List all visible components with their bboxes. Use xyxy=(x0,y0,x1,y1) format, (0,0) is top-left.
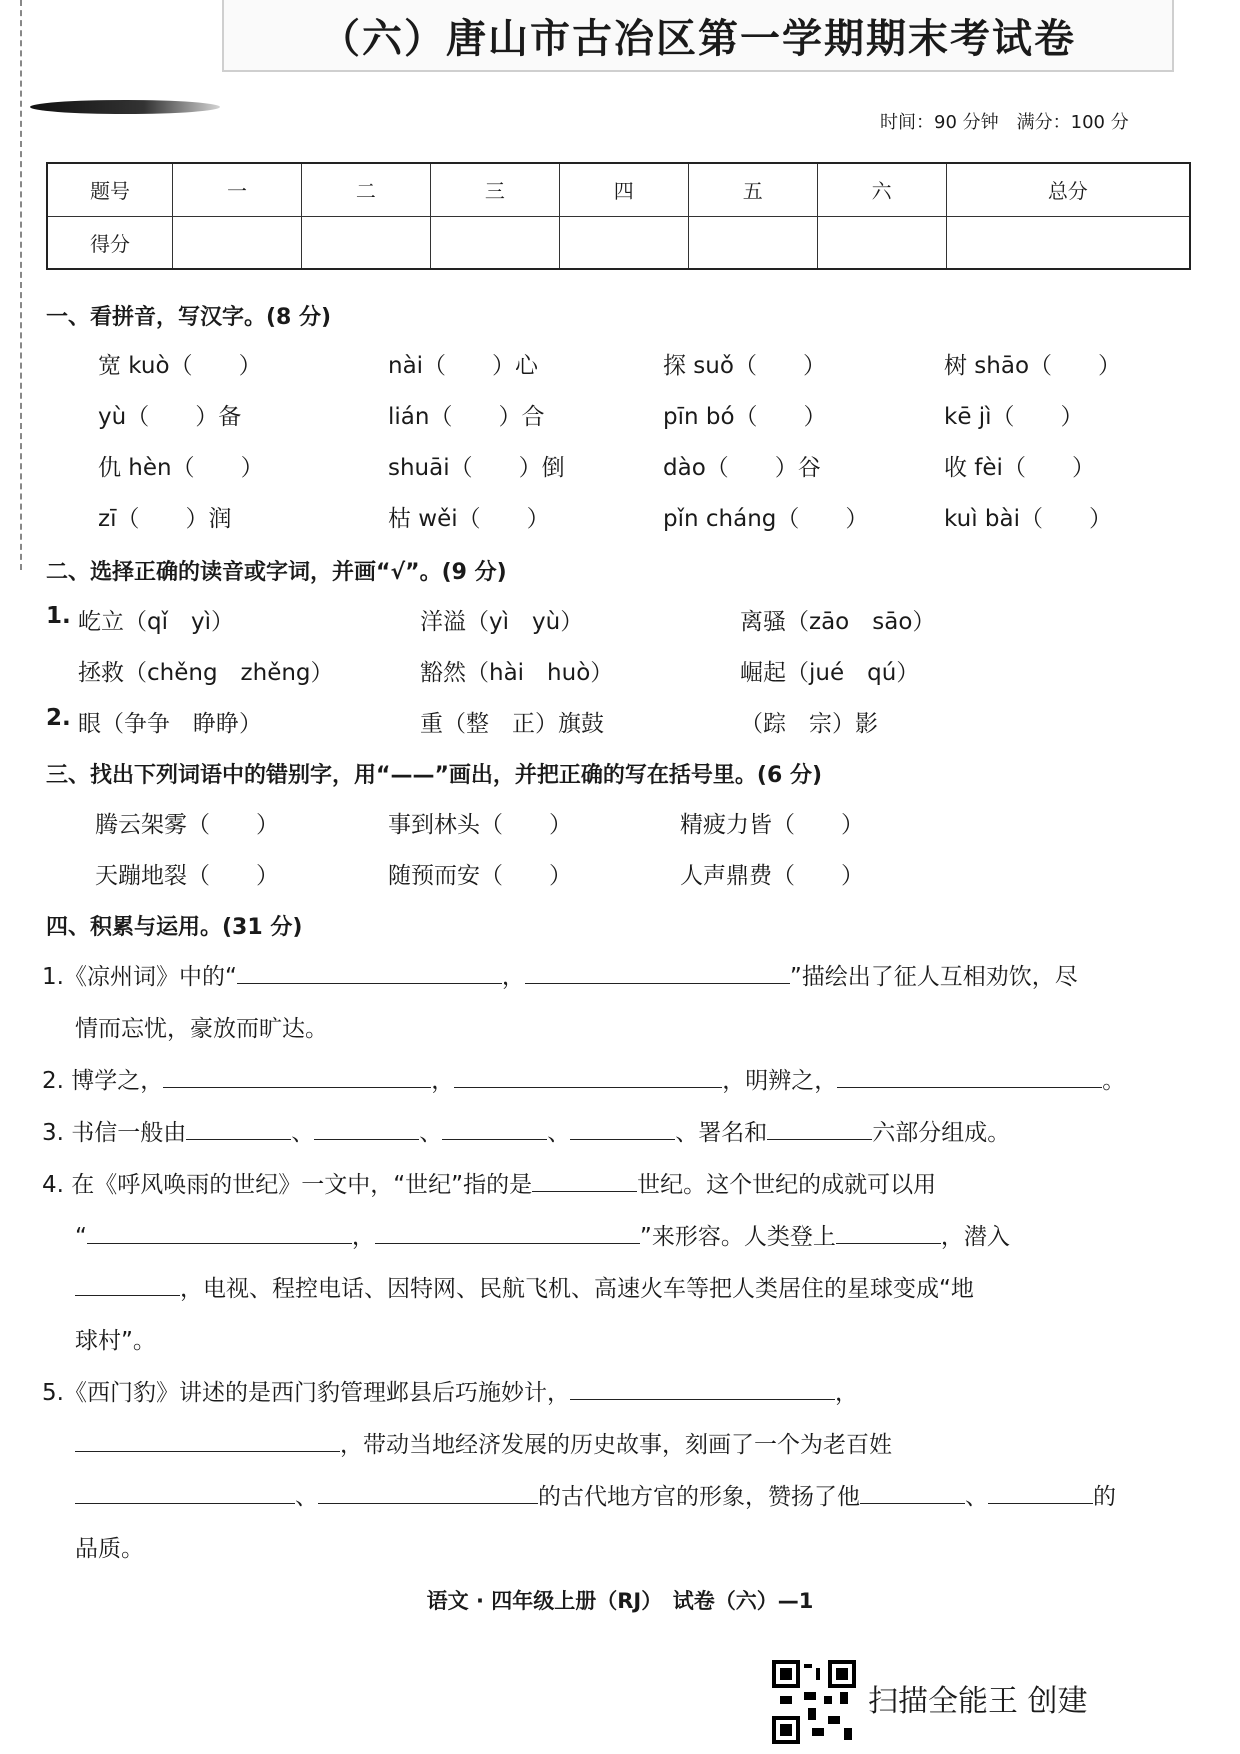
answer-blank[interactable] xyxy=(532,1167,637,1192)
answer-blank[interactable] xyxy=(860,1479,965,1504)
section-2-title: 二、选择正确的读音或字词，并画“√”。(9 分) xyxy=(46,560,507,585)
question-text: 4. 在《呼风唤雨的世纪》一文中，“世纪”指的是 xyxy=(42,1172,533,1198)
question-text: 的 xyxy=(1093,1484,1116,1510)
question-text: ，明辨之， xyxy=(722,1068,838,1094)
question-text: ，电视、程控电话、因特网、民航飞机、高速火车等把人类居住的星球变成“地 xyxy=(180,1276,974,1302)
pinyin-item: 收 fèi（ ） xyxy=(944,455,1095,481)
question-text: 、署名和 xyxy=(675,1120,768,1146)
question-4-4 xyxy=(42,1166,936,1199)
score-header-cell: 总分 xyxy=(946,163,1190,216)
pinyin-item: lián（ ）合 xyxy=(388,404,545,430)
word-choice: 重（整 正）旗鼓 xyxy=(420,711,604,737)
typo-item: 精疲力皆（ ） xyxy=(680,812,864,838)
question-text: 3. 书信一般由 xyxy=(42,1120,187,1146)
score-table-header-row xyxy=(47,163,1190,216)
pinyin-item: yù（ ）备 xyxy=(98,404,242,430)
question-text: 品质。 xyxy=(75,1536,144,1562)
pinyin-item: 宽 kuò（ ） xyxy=(98,353,262,379)
score-header-cell: 二 xyxy=(301,163,430,216)
answer-blank[interactable] xyxy=(318,1479,538,1504)
answer-blank[interactable] xyxy=(375,1219,640,1244)
question-number: 1. xyxy=(46,603,71,629)
pinyin-item: kē jì（ ） xyxy=(944,404,1084,430)
score-header-cell: 一 xyxy=(173,163,302,216)
section-1-title: 一、看拼音，写汉字。(8 分) xyxy=(46,305,332,330)
question-number: 2. xyxy=(46,705,71,731)
question-text: 、 xyxy=(547,1120,571,1146)
reading-choice: 洋溢（yì yù） xyxy=(420,609,584,635)
answer-blank[interactable] xyxy=(163,1063,431,1088)
score-table xyxy=(46,162,1191,270)
question-4-2 xyxy=(42,1062,1125,1095)
question-text: ”描绘出了征人互相劝饮，尽 xyxy=(789,964,1078,990)
pinyin-item: nài（ ）心 xyxy=(388,353,539,379)
score-cell[interactable] xyxy=(946,216,1190,269)
pinyin-item: zī（ ）润 xyxy=(98,506,232,532)
question-4-5-line3 xyxy=(75,1478,1116,1511)
pinyin-item: 树 shāo（ ） xyxy=(944,353,1122,379)
question-text: ， xyxy=(501,964,525,990)
pinyin-item: kuì bài（ ） xyxy=(944,506,1112,532)
question-text: ”来形容。人类登上 xyxy=(639,1224,836,1250)
question-text: 情而忘忧，豪放而旷达。 xyxy=(75,1016,328,1042)
typo-item: 事到林头（ ） xyxy=(388,812,572,838)
answer-blank[interactable] xyxy=(87,1219,352,1244)
question-text: 世纪。这个世纪的成就可以用 xyxy=(637,1172,937,1198)
score-cell[interactable] xyxy=(688,216,817,269)
answer-blank[interactable] xyxy=(314,1115,419,1140)
question-text: “ xyxy=(75,1224,87,1250)
question-text: 六部分组成。 xyxy=(872,1120,1011,1146)
score-cell[interactable] xyxy=(817,216,946,269)
pinyin-item: 探 suǒ（ ） xyxy=(663,353,826,379)
pinyin-item: 仇 hèn（ ） xyxy=(98,455,264,481)
question-text: 的古代地方官的形象，赞扬了他 xyxy=(538,1484,860,1510)
question-text: ， xyxy=(431,1068,455,1094)
page-footer: 语文 · 四年级上册（RJ） 试卷（六）—1 xyxy=(426,1589,814,1613)
typo-item: 随预而安（ ） xyxy=(388,863,572,889)
pinyin-item: pīn bó（ ） xyxy=(663,404,827,430)
pinyin-item: 枯 wěi（ ） xyxy=(388,506,550,532)
question-text: ，带动当地经济发展的历史故事，刻画了一个为老百姓 xyxy=(340,1432,892,1458)
question-4-5-line2 xyxy=(75,1426,892,1459)
word-choice: （踪 宗）影 xyxy=(740,711,878,737)
question-4-1 xyxy=(42,958,1078,991)
score-header-cell: 三 xyxy=(430,163,559,216)
answer-blank[interactable] xyxy=(988,1479,1093,1504)
section-3-title: 三、找出下列词语中的错别字，用“——”画出，并把正确的写在括号里。(6 分) xyxy=(46,763,822,788)
answer-blank[interactable] xyxy=(525,959,790,984)
score-header-cell: 四 xyxy=(559,163,688,216)
question-text: 2. 博学之， xyxy=(42,1068,164,1094)
question-text: 、 xyxy=(419,1120,443,1146)
question-text: ， xyxy=(834,1380,858,1406)
typo-item: 人声鼎费（ ） xyxy=(680,863,864,889)
pinyin-item: pǐn cháng（ ） xyxy=(663,506,869,532)
question-text: 1.《凉州词》中的“ xyxy=(42,964,237,990)
score-header-cell: 题号 xyxy=(47,163,173,216)
question-text: ，潜入 xyxy=(940,1224,1010,1250)
question-4-4-line3 xyxy=(75,1270,974,1303)
word-choice: 眼（争争 睁睁） xyxy=(78,711,262,737)
answer-blank[interactable] xyxy=(767,1115,872,1140)
binding-margin-line xyxy=(20,0,22,570)
pinyin-item: dào（ ）谷 xyxy=(663,455,821,481)
page-title: （六）唐山市古冶区第一学期期末考试卷 xyxy=(320,15,1076,62)
question-text: 。 xyxy=(1102,1068,1126,1094)
typo-item: 天蹦地裂（ ） xyxy=(95,863,279,889)
answer-blank[interactable] xyxy=(237,959,502,984)
answer-blank[interactable] xyxy=(75,1271,180,1296)
qr-code-icon xyxy=(772,1660,856,1744)
reading-choice: 豁然（hài huò） xyxy=(420,660,614,686)
score-table-score-row xyxy=(47,216,1190,269)
score-cell[interactable] xyxy=(173,216,302,269)
answer-blank[interactable] xyxy=(75,1479,295,1504)
section-4-title: 四、积累与运用。(31 分) xyxy=(46,915,303,940)
question-text: 球村”。 xyxy=(75,1328,156,1354)
scanner-watermark: 扫描全能王 创建 xyxy=(868,1684,1088,1719)
question-4-4-line2 xyxy=(75,1218,1010,1251)
score-header-cell: 六 xyxy=(817,163,946,216)
reading-choice: 拯救（chěng zhěng） xyxy=(78,660,334,686)
score-cell[interactable] xyxy=(559,216,688,269)
score-header-cell: 五 xyxy=(688,163,817,216)
exam-meta: 时间：90 分钟 满分：100 分 xyxy=(880,112,1129,133)
question-4-5 xyxy=(42,1374,858,1407)
question-text: 、 xyxy=(295,1484,318,1510)
question-text: ， xyxy=(351,1224,375,1250)
answer-blank[interactable] xyxy=(570,1115,675,1140)
answer-blank[interactable] xyxy=(186,1115,291,1140)
title-banner xyxy=(222,0,1174,72)
question-4-3 xyxy=(42,1114,1010,1147)
answer-blank[interactable] xyxy=(75,1427,340,1452)
answer-blank[interactable] xyxy=(442,1115,547,1140)
ink-smudge xyxy=(30,100,220,114)
score-cell[interactable] xyxy=(301,216,430,269)
question-text: 、 xyxy=(291,1120,315,1146)
pinyin-item: shuāi（ ）倒 xyxy=(388,455,565,481)
question-text: 、 xyxy=(965,1484,988,1510)
answer-blank[interactable] xyxy=(837,1063,1102,1088)
answer-blank[interactable] xyxy=(836,1219,941,1244)
score-row-label: 得分 xyxy=(47,216,173,269)
question-text: 5.《西门豹》讲述的是西门豹管理邺县后巧施妙计， xyxy=(42,1380,570,1406)
reading-choice: 屹立（qǐ yì） xyxy=(78,609,234,635)
reading-choice: 崛起（jué qú） xyxy=(740,660,920,686)
typo-item: 腾云架雾（ ） xyxy=(95,812,279,838)
answer-blank[interactable] xyxy=(454,1063,722,1088)
reading-choice: 离骚（zāo sāo） xyxy=(740,609,936,635)
answer-blank[interactable] xyxy=(570,1375,835,1400)
score-cell[interactable] xyxy=(430,216,559,269)
